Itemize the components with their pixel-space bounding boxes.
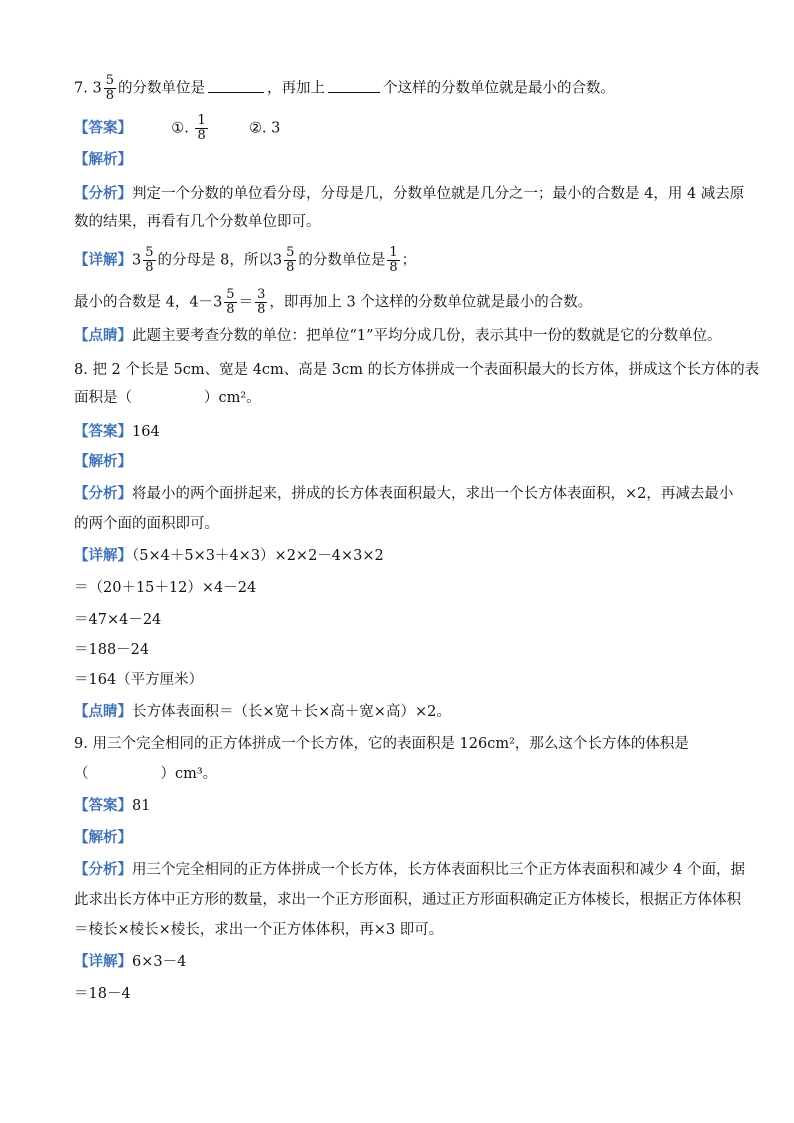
analysis-header: 【解析】 xyxy=(74,829,132,846)
fraction xyxy=(284,246,296,275)
calc-step: 6×3－4 xyxy=(132,954,187,970)
question-text: 面积是（ xyxy=(74,390,132,406)
calc-step: ＝47×4－24 xyxy=(74,612,162,628)
q8-question: 8. 把 2 个长是 5cm、宽是 4cm、高是 3cm 的长方体拼成一个表面积最大的长方体，拼成这个长方体的表 xyxy=(74,362,760,378)
xiangjie-tag: 【详解】 xyxy=(74,251,132,269)
answer-blank[interactable] xyxy=(208,80,264,93)
question-text: 个这样的分数单位就是最小的合数。 xyxy=(382,80,615,97)
fraction xyxy=(387,246,399,275)
q9-question: 9. 用三个完全相同的正方体拼成一个长方体，它的表面积是 126cm²，那么这个长方体的体积是 xyxy=(74,736,689,752)
dianjing-tag: 【点睛】 xyxy=(74,327,132,344)
question-text: 的分数单位是 xyxy=(117,80,205,97)
fenxi-line: 此求出长方体中正方形的数量，求出一个正方形面积，通过正方形面积确定正方体棱长，根据正方体体积 xyxy=(74,892,741,908)
answer-blank[interactable] xyxy=(328,80,380,93)
dianjing-line xyxy=(74,702,451,722)
dianjing-text: 此题主要考查分数的单位：把单位“1”平均分成几份，表示其中一份的数就是它的分数单位。 xyxy=(132,328,722,344)
q9-question xyxy=(74,764,217,784)
fenxi-line: 数的结果，再看有几个分数单位即可。 xyxy=(74,214,321,230)
denominator: 8 xyxy=(257,302,266,317)
fenxi-line xyxy=(74,860,745,880)
denominator: 8 xyxy=(286,260,295,275)
answer-tag: 【答案】 xyxy=(74,423,132,440)
fenxi-line: 的两个面的面积即可。 xyxy=(74,516,219,532)
xiangjie-line xyxy=(74,546,384,566)
fenxi-text: 用三个完全相同的正方体拼成一个长方体，长方体表面积比三个正方体表面积和减少 4 个面，据 xyxy=(132,862,745,878)
xiangjie-text: ，即再加上 3 个这样的分数单位就是最小的合数。 xyxy=(269,294,593,311)
q8-question xyxy=(74,388,261,408)
calc-step: ＝（20＋15＋12）×4－24 xyxy=(74,580,257,596)
dianjing-line xyxy=(74,326,722,346)
denominator: 8 xyxy=(226,302,235,317)
analysis-header: 【解析】 xyxy=(74,151,132,168)
fenxi-tag: 【分析】 xyxy=(74,485,132,502)
xiangjie-text: 最小的合数是 4，4－ xyxy=(74,294,214,311)
xiangjie-tag: 【详解】 xyxy=(74,953,132,970)
xiangjie-tag: 【详解】 xyxy=(74,547,132,564)
fraction xyxy=(104,74,116,103)
fenxi-line: ＝棱长×棱长×棱长，求出一个正方体体积，再×3 即可。 xyxy=(74,922,444,938)
fraction xyxy=(143,246,155,275)
denominator: 8 xyxy=(389,260,398,275)
fenxi-line xyxy=(74,484,733,504)
calc-step: ＝188－24 xyxy=(74,642,150,658)
denominator: 8 xyxy=(105,88,114,103)
calc-step: ＝164（平方厘米） xyxy=(74,672,204,688)
mixed-int: 3 xyxy=(92,80,102,97)
numerator: 5 xyxy=(145,245,154,260)
q9-answer xyxy=(74,796,150,816)
fraction xyxy=(224,288,236,317)
dianjing-tag: 【点睛】 xyxy=(74,703,132,720)
denominator: 8 xyxy=(145,260,154,275)
xiangjie-line xyxy=(74,288,592,317)
fenxi-tag: 【分析】 xyxy=(74,861,132,878)
answer-value: 164 xyxy=(132,424,160,440)
numerator: 5 xyxy=(286,245,295,260)
xiangjie-line xyxy=(74,246,416,275)
fenxi-text: 判定一个分数的单位看分母，分母是几，分数单位就是几分之一；最小的合数是 4，用 4 减去原 xyxy=(132,186,745,202)
xiangjie-text: 的分母是 8，所以 xyxy=(157,252,273,269)
mixed-int: 3 xyxy=(272,252,283,269)
fenxi-text: 将最小的两个面拼起来，拼成的长方体表面积最大，求出一个长方体表面积，×2，再减去最小 xyxy=(132,486,734,502)
answer-value: ②. 3 xyxy=(248,120,281,137)
fenxi-tag: 【分析】 xyxy=(74,185,132,202)
equals-sign: ＝ xyxy=(238,294,254,311)
question-number: 7. xyxy=(74,80,88,97)
fraction xyxy=(195,114,207,143)
fenxi-line xyxy=(74,184,744,204)
answer-tag: 【答案】 xyxy=(74,119,132,137)
q7-question xyxy=(74,74,615,103)
numerator: 5 xyxy=(105,73,114,88)
xiangjie-text: 的分数单位是 xyxy=(298,252,386,269)
question-text: ）cm²。 xyxy=(204,390,261,406)
dianjing-text: 长方体表面积＝（长×宽＋长×高＋宽×高）×2。 xyxy=(132,704,451,720)
xiangjie-line xyxy=(74,952,186,972)
q8-answer xyxy=(74,422,160,442)
xiangjie-text: ； xyxy=(401,252,417,269)
mixed-int: 3 xyxy=(213,294,223,311)
analysis-header: 【解析】 xyxy=(74,453,132,470)
mixed-int: 3 xyxy=(132,252,142,269)
numerator: 1 xyxy=(389,245,398,260)
calc-step: ＝18－4 xyxy=(74,986,131,1002)
numerator: 3 xyxy=(257,287,266,302)
numerator: 1 xyxy=(197,113,206,128)
numerator: 5 xyxy=(226,287,235,302)
answer-value: 81 xyxy=(132,798,151,814)
question-text: ，再加上 xyxy=(266,80,325,97)
fraction xyxy=(255,288,267,317)
q7-answer xyxy=(74,114,280,143)
answer-label: ①. xyxy=(171,120,189,137)
question-text: （ xyxy=(74,766,89,782)
calc-step: （5×4＋5×3＋4×3）×2×2－4×3×2 xyxy=(132,548,384,564)
answer-tag: 【答案】 xyxy=(74,797,132,814)
denominator: 8 xyxy=(197,128,206,143)
question-text: ）cm³。 xyxy=(160,766,218,782)
